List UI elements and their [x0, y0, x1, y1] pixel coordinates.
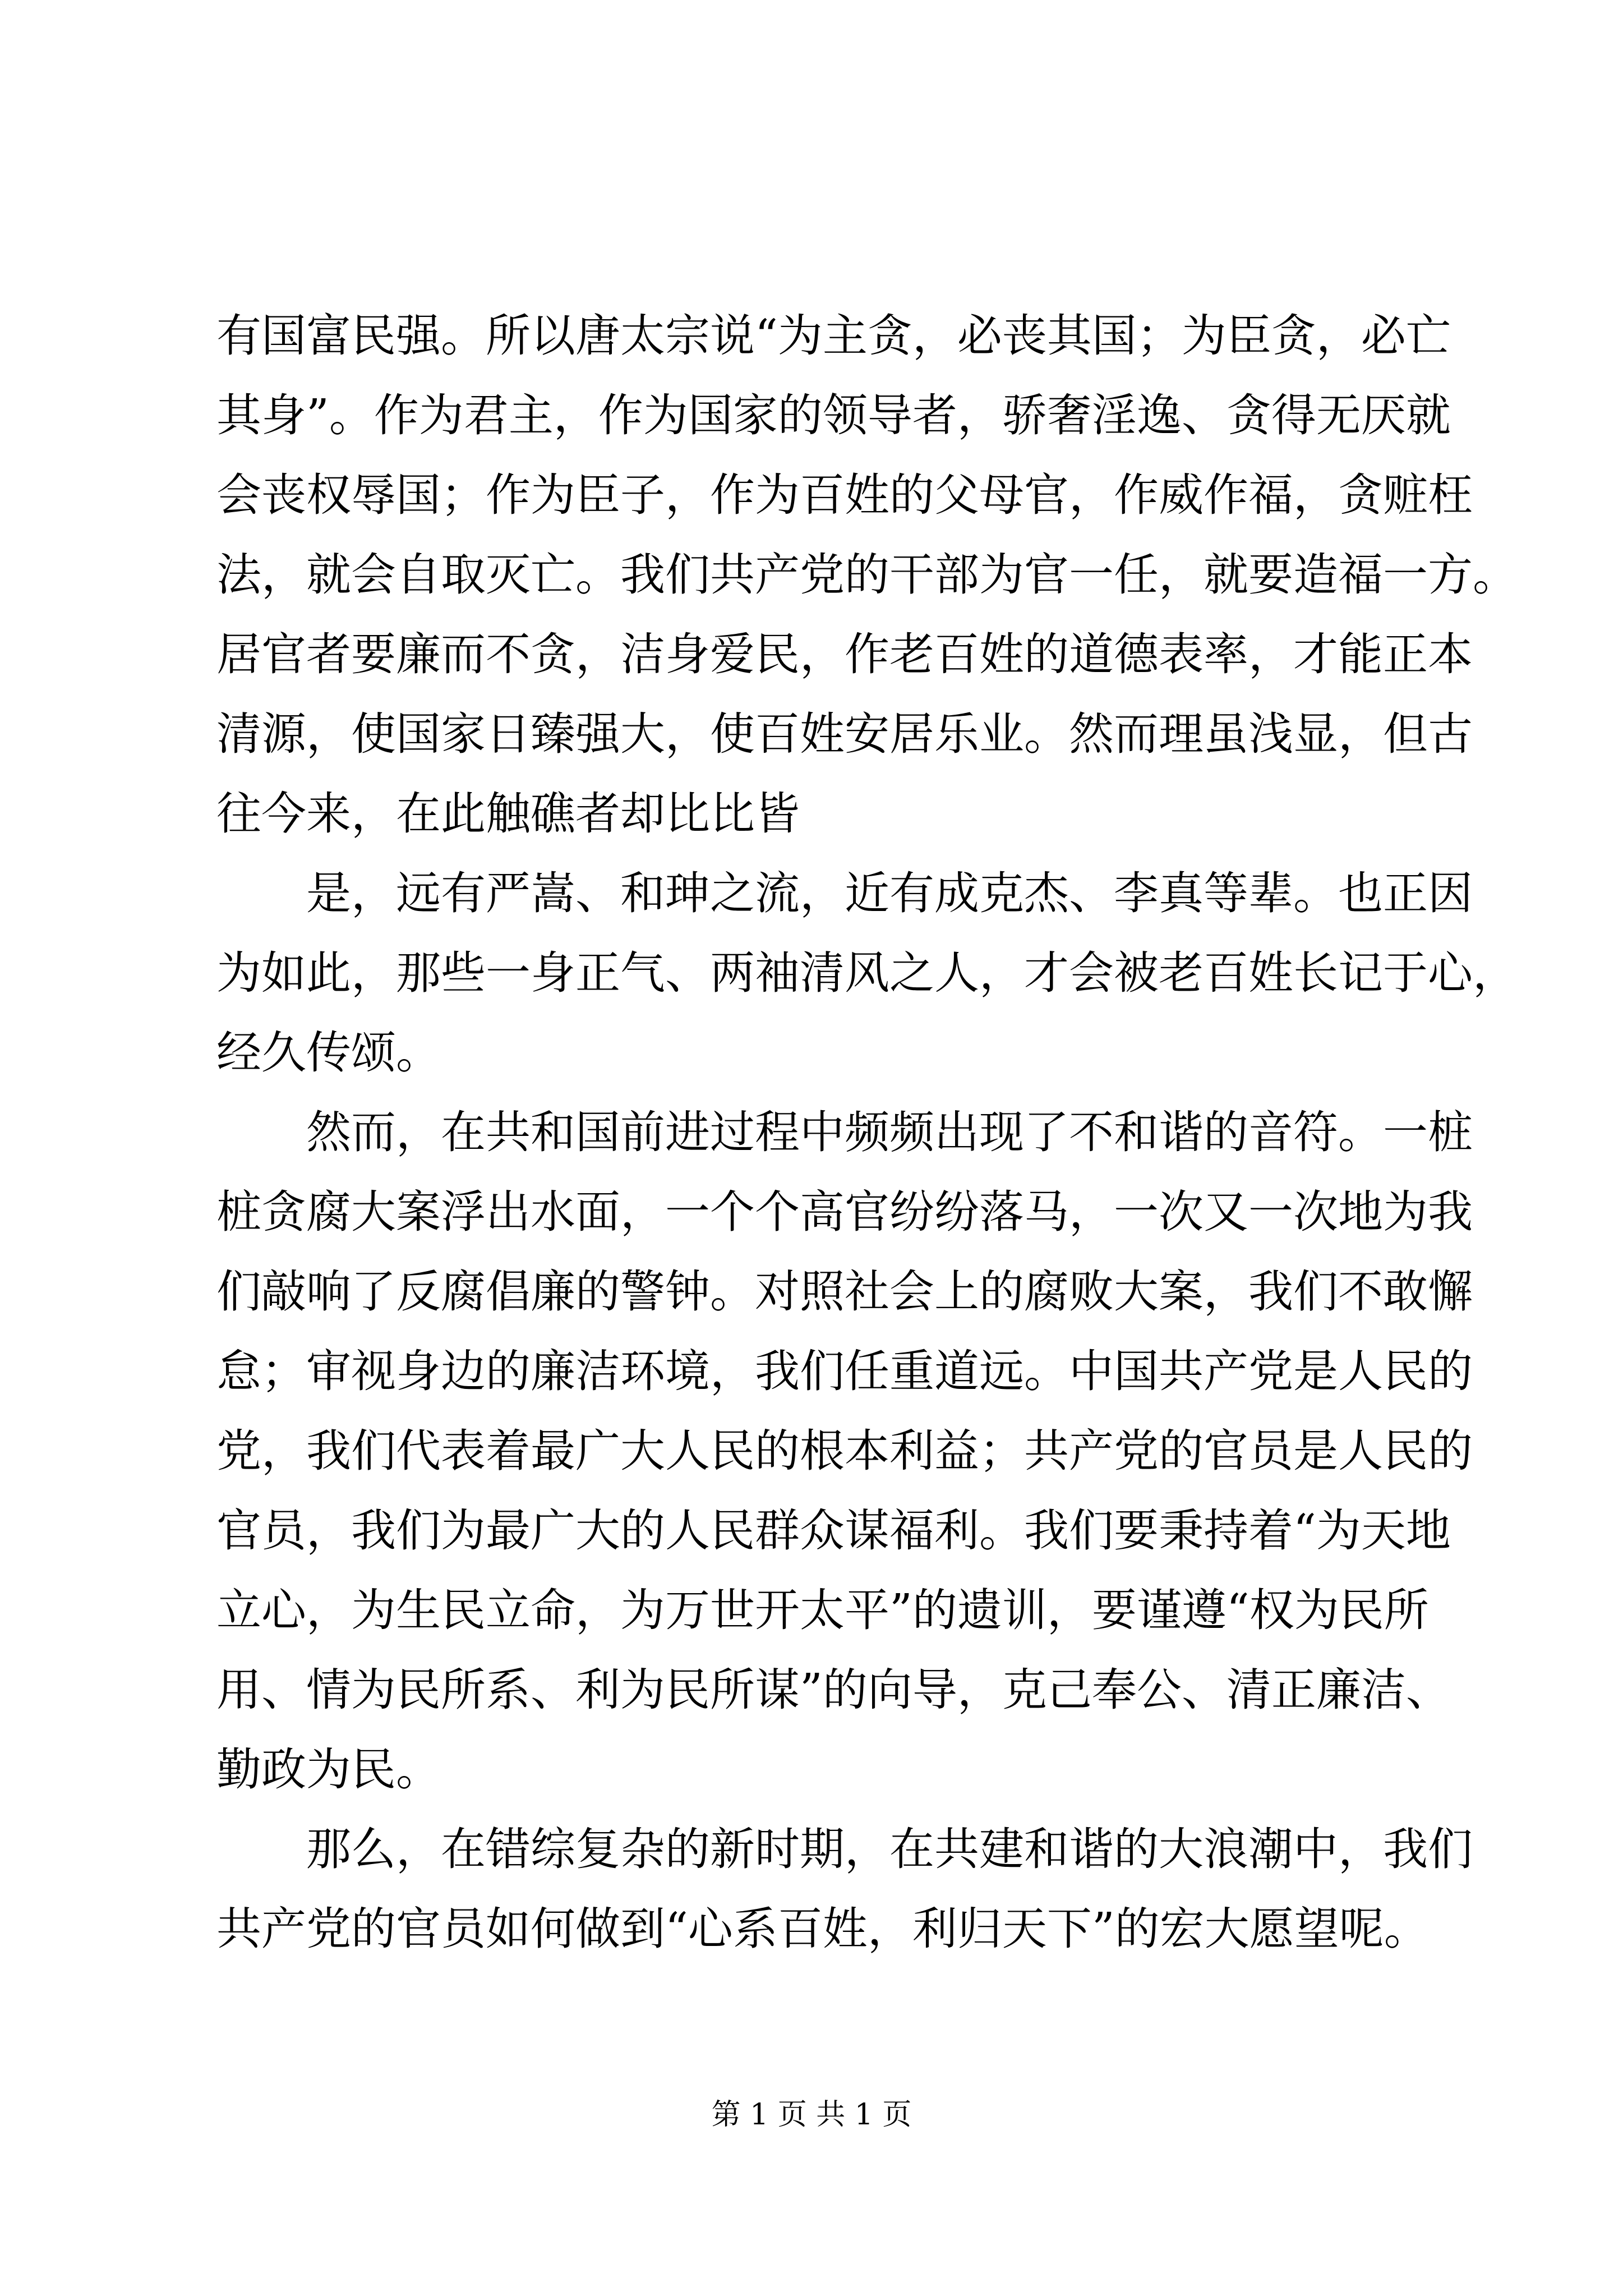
text-line: 清源，使国家日臻强大，使百姓安居乐业。然而理虽浅显，但古: [216, 708, 1473, 760]
paragraph-2: [216, 854, 1518, 1093]
text-line: 然而，在共和国前进过程中频频出现了不和谐的音符。一桩: [216, 1106, 1473, 1158]
text-line: 怠；审视身边的廉洁环境，我们任重道远。中国共产党是人民的: [216, 1345, 1473, 1397]
text-line: 经久传颂。: [216, 1027, 441, 1079]
text-line: 桩贪腐大案浮出水面，一个个高官纷纷落马，一次又一次地为我: [216, 1186, 1473, 1238]
text-line: 往今来，在此触礁者却比比皆: [216, 788, 800, 840]
text-line: 为如此，那些一身正气、两袖清风之人，才会被老百姓长记于心，: [216, 947, 1518, 999]
page-number-label: 第 1 页 共 1 页: [711, 2098, 912, 2132]
paragraph-4: [216, 1810, 1473, 1969]
text-line: 有国富民强。所以唐太宗说“为主贪，必丧其国；为臣贪，必亡: [216, 310, 1451, 362]
text-line: 会丧权辱国；作为臣子，作为百姓的父母官，作威作福，贪赃枉: [216, 469, 1473, 521]
text-line: 立心，为生民立命，为万世开太平”的遗训，要谨遵“权为民所: [216, 1584, 1429, 1636]
text-line: 共产党的官员如何做到“心系百姓，利归天下”的宏大愿望呢。: [216, 1903, 1429, 1955]
paragraph-3: [216, 1093, 1473, 1810]
text-line: 用、情为民所系、利为民所谋”的向导，克己奉公、清正廉洁、: [216, 1664, 1451, 1716]
text-line: 官员，我们为最广大的人民群众谋福利。我们要秉持着“为天地: [216, 1504, 1451, 1557]
document-body: [216, 296, 1518, 1969]
text-line: 居官者要廉而不贪，洁身爱民，作老百姓的道德表率，才能正本: [216, 628, 1473, 680]
text-line: 们敲响了反腐倡廉的警钟。对照社会上的腐败大案，我们不敢懈: [216, 1266, 1473, 1318]
text-line: 其身”。作为君主，作为国家的领导者，骄奢淫逸、贪得无厌就: [216, 389, 1451, 441]
text-line: 是，远有严嵩、和珅之流，近有成克杰、李真等辈。也正因: [216, 867, 1473, 919]
paragraph-1: [216, 296, 1518, 854]
text-line: 法，就会自取灭亡。我们共产党的干部为官一任，就要造福一方。: [216, 549, 1518, 601]
text-line: 勤政为民。: [216, 1743, 441, 1796]
page-footer: [0, 2095, 1623, 2134]
text-line: 那么，在错综复杂的新时期，在共建和谐的大浪潮中，我们: [216, 1823, 1473, 1875]
text-line: 党，我们代表着最广大人民的根本利益；共产党的官员是人民的: [216, 1425, 1473, 1477]
